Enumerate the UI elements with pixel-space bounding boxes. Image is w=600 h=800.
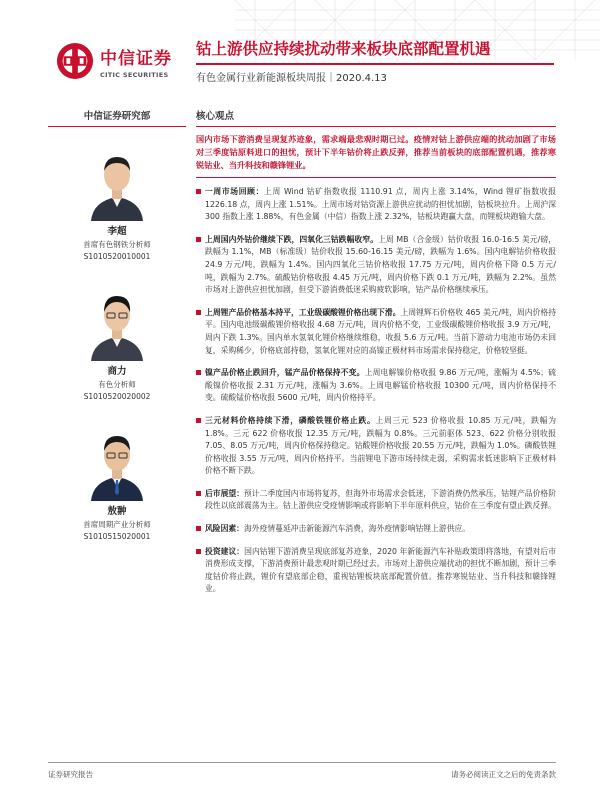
citic-emblem-icon <box>56 42 94 80</box>
brand-name-cn: 中信证券 <box>100 48 172 69</box>
bullet-text: 预计二季度国内市场将复苏，但海外市场需求会低迷，下游消费仍然承压，钴锂产品价格阶段性以底部震荡为主。钴上游供应受疫情影响或将影响下半年原料供应，钴价在三季度有望止跌反弹。 <box>205 488 556 511</box>
brand-name-en: CITIC SECURITIES <box>100 70 169 79</box>
analyst-role: 首席周期产业分析师 <box>83 520 151 529</box>
report-header <box>0 0 600 92</box>
bullet-lead: 风险因素： <box>205 524 244 534</box>
bullet-lead: 一周市场回顾： <box>205 187 265 196</box>
analyst-license-id: S1010515020001 <box>83 532 151 541</box>
bullet-text: 上周三元 523 价格收报 10.85 万元/吨，跌幅为 1.8%。三元 622 价格收报 12.35 万元/吨，跌幅为 0.8%。三元前驱体 523、622 价格分别收报 7.05、8.05 万元/吨，周内价格保持稳定。钴酸锂价格收报 20.55 万元/吨，跌幅为 1.0%。磷酸铁锂价格收报 3.55 万元/吨，周内价格持平。当前锂电下游市场持续走弱，采购需求低迷影响下正极材料价格不断下跌。 <box>205 415 556 476</box>
bullet-cathode-materials <box>196 415 556 478</box>
bullet-lead: 投资建议： <box>205 546 245 556</box>
analyst-license-id: S1010520020002 <box>83 392 151 401</box>
footer-divider <box>48 762 556 763</box>
analyst-name: 李超 <box>107 226 127 237</box>
footer-report-type: 证券研究报告 <box>48 770 93 779</box>
core-views-heading: 核心观点 <box>196 108 556 127</box>
analyst-card <box>48 145 186 261</box>
title-divider <box>196 63 554 65</box>
bullet-risk-factors <box>196 523 556 536</box>
citic-logo <box>56 36 186 86</box>
bullet-cobalt-price <box>196 234 556 297</box>
bullet-outlook <box>196 488 556 513</box>
bullet-lead: 上周锂产品价格基本持平，工业级碳酸锂价格出现下滑。 <box>205 307 401 317</box>
footer-disclaimer-notice: 请务必阅读正文之后的免责条款 <box>451 770 556 779</box>
analyst-card <box>48 425 186 541</box>
bullet-lithium-price <box>196 307 556 357</box>
bullet-text: 上周锂辉石价格收 465 美元/吨，周内价格持平。国内电池级碳酸锂价格收报 4.68 万元/吨，周内价格不变，工业级碳酸锂价格收报 3.9 万元/吨，周内下跌 1.3%。国内单水氢氧化锂价格继续维稳，收报 5.6 万元/吨。当前下游动力电池市场仍未回复，采购稀少，价格底部持稳，氢氧化锂对应的高镍正极材料市场需求保持稳定，价格较坚挺。 <box>205 307 557 355</box>
bullet-text: 国内钴锂下游消费呈现底部复苏迹象，2020 年新能源汽车补贴政策即将落地，有望对后市消费形成支撑，下游消费预计最悲观时期已经过去。市场对上游供应端扰动的担忧不断加剧，预计三季度钴价将止跌，锂价有望底部企稳，重视钴锂板块底部配置价值。推荐寒锐钴业、当升科技和赣锋锂业。 <box>205 546 557 594</box>
bullet-lead: 后市展望： <box>205 488 244 498</box>
report-title: 钴上游供应持续扰动带来板块底部配置机遇 <box>196 40 491 58</box>
bullet-investment-advice <box>196 546 556 596</box>
bullet-nickel-manganese <box>196 367 556 405</box>
bullet-text: 上周 Wind 钴矿指数收报 1110.91 点，周内上涨 3.14%，Wind 锂矿指数收报 1226.18 点，周内上涨 1.51%。上周市场对钴资源上游供应扰动的担忧加剧，钴板块拉升。上周沪深 300 指数上涨 1.88%，有色金属（中信）指数上涨 2.32%，钴板块跑赢大盘，而锂板块跑输大盘。 <box>205 187 556 222</box>
research-dept-heading: 中信证券研究部 <box>48 108 186 127</box>
analyst-sidebar <box>48 108 186 541</box>
analyst-photo-avatar <box>85 285 149 361</box>
analyst-photo-avatar <box>85 425 149 501</box>
analyst-role: 首席有色钢铁分析师 <box>83 240 151 249</box>
analyst-card <box>48 285 186 401</box>
core-views-section <box>196 108 556 596</box>
analyst-photo-avatar <box>85 145 149 221</box>
bullet-text: 上周电解镍价格收报 9.86 万元/吨，涨幅为 4.5%；硫酸镍价格收报 2.31 万元/吨，涨幅为 3.6%。上周电解锰价格收报 10300 元/吨，周内价格保持不变。硫酸锰价格收报 5600 元/吨，周内价格持平。 <box>205 368 556 403</box>
analyst-name: 敖翀 <box>107 506 127 517</box>
analyst-license-id: S1010520010001 <box>83 252 151 261</box>
bullet-text: 海外疫情蔓延冲击新能源汽车消费，海外疫情影响钴锂上游供应。 <box>243 524 471 534</box>
analyst-role: 有色分析师 <box>98 380 136 389</box>
core-summary: 国内市场下游消费呈现复苏迹象，需求端最悲观时期已过。疫情对钴上游供应端的扰动加剧了市场对三季度钴原料进口的担忧，预计下半年钴价将止跌反弹，推荐当前板块的底部配置机遇，推荐寒锐钴业、当升科技和赣锋锂业。 <box>196 134 556 170</box>
bullet-lead: 三元材料价格持续下滑，磷酸铁锂价格止跌。 <box>205 415 376 425</box>
bullet-market-review <box>196 186 556 224</box>
bullet-lead: 上周国内外钴价继续下跌，四氧化三钴跌幅收窄。 <box>205 234 379 244</box>
bullet-lead: 镍产品价格止跌回升，锰产品价格保持不变。 <box>205 368 365 378</box>
analyst-name: 商力 <box>107 366 127 377</box>
bullet-text: 上周 MB（合金级）钴价收报 16.0-16.5 美元/磅，跌幅为 1.1%，MB（标准级）钴价收报 15.60-16.15 美元/磅，跌幅为 1.6%。国内电解钴价格收报 24.9 万元/吨，跌幅为 1.4%。国内四氧化三钴价格收报 17.75 万元/吨，周内价格下降 0.5 万元/吨，跌幅为 2.7%。硫酸钴价格收报 4.45 万元/吨，周内价格下跌 0.1 万元/吨，跌幅为 2.2%。虽然市场对上游供应担忧加剧，但受下游消费低迷采购疲软影响，钴产品价格继续承压。 <box>205 234 557 295</box>
report-subtitle: 有色金属行业新能源板块周报｜2020.4.13 <box>196 73 387 84</box>
summary-divider <box>196 177 556 178</box>
